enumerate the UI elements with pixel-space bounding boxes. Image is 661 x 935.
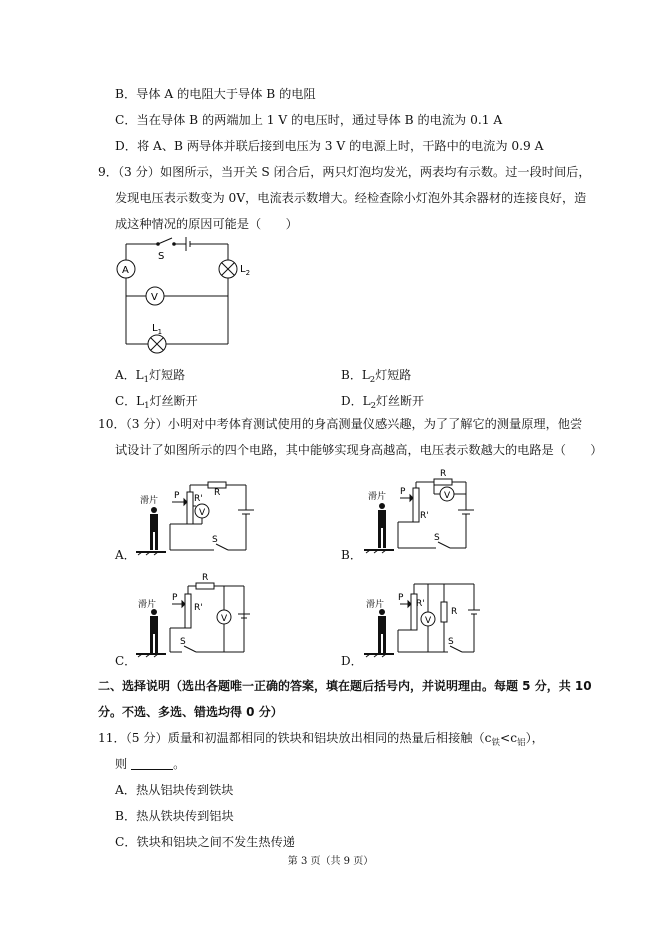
q8-option-c: C．当在导体 B 的两端加上 1 V 的电压时，通过导体 B 的电流为 0.1 A — [115, 113, 503, 127]
svg-text:P: P — [400, 487, 406, 497]
svg-text:S: S — [434, 533, 440, 543]
q10-circuit-d — [362, 570, 492, 660]
q9-l2-label: $L_2$ — [240, 264, 251, 277]
q9-option-c: C．$L_1$灯丝断开 — [115, 394, 198, 411]
svg-text:S: S — [212, 535, 218, 545]
q9-circuit-figure — [108, 234, 268, 364]
svg-text:P: P — [172, 593, 178, 603]
q11-option-b: B．热从铁块传到铝块 — [115, 809, 234, 823]
q10-option-c-label: C． — [115, 654, 137, 668]
q8-option-b: B．导体 A 的电阻大于导体 B 的电阻 — [115, 87, 316, 101]
q10-circuit-c — [134, 570, 264, 660]
svg-text:S: S — [180, 637, 186, 647]
q10-stem-line2: 试设计了如图所示的四个电路，其中能够实现身高越高，电压表示数越大的电路是（ ） — [115, 443, 603, 457]
section2-heading-line2: 分。不选、多选、错选均得 0 分） — [98, 705, 283, 719]
svg-text:R: R — [440, 469, 447, 479]
svg-text:滑片: 滑片 — [366, 600, 385, 610]
q11-answer-blank — [131, 757, 173, 770]
q9-stem-line3: 成这种情况的原因可能是（ ） — [115, 217, 298, 231]
q9-ammeter-label: A — [122, 265, 129, 276]
q9-option-d: D．$L_2$灯丝断开 — [341, 394, 425, 411]
svg-text:V: V — [444, 491, 451, 501]
q8-option-d: D．将 A、B 两导体并联后接到电压为 3 V 的电源上时，干路中的电流为 0.9 A — [115, 139, 544, 153]
svg-text:R': R' — [194, 494, 203, 504]
q9-stem-line1: 9．（3 分）如图所示，当开关 S 闭合后，两只灯泡均发光，两表均有示数。过一段时间后， — [98, 165, 591, 179]
q9-switch-label: S — [158, 251, 165, 262]
q9-l1-label: $L_1$ — [152, 323, 163, 336]
q11-stem-line1: 11．（5 分）质量和初温都相同的铁块和铝块放出相同的热量后相接触$(c_铁<c_铝)$， — [98, 731, 544, 748]
svg-text:P: P — [174, 491, 180, 501]
svg-text:R: R — [451, 607, 458, 617]
q9-option-b: B．$L_2$灯短路 — [341, 368, 412, 385]
svg-text:V: V — [199, 508, 206, 518]
svg-text:滑片: 滑片 — [140, 496, 159, 506]
svg-text:R': R' — [420, 511, 429, 521]
q11-stem-line2: 则 。 — [115, 757, 186, 771]
svg-text:R: R — [214, 488, 221, 498]
q10-option-a-label: A． — [115, 548, 136, 562]
q10-circuit-a — [134, 470, 264, 560]
svg-text:R': R' — [194, 603, 203, 613]
svg-text:R: R — [202, 573, 209, 583]
svg-text:R': R' — [416, 599, 425, 609]
svg-text:滑片: 滑片 — [368, 492, 387, 502]
svg-text:P: P — [398, 593, 404, 603]
q10-option-b-label: B． — [341, 548, 362, 562]
q10-option-d-label: D． — [341, 654, 363, 668]
svg-text:V: V — [425, 616, 432, 626]
section2-heading-line1: 二、选择说明（选出各题唯一正确的答案，填在题后括号内，并说明理由。每题 5 分，共 10 — [98, 679, 592, 693]
q9-voltmeter-label: V — [151, 292, 158, 303]
svg-text:S: S — [448, 637, 454, 647]
q9-stem-line2: 发现电压表示数变为 0V，电流表示数增大。经检查除小灯泡外其余器材的连接良好，造 — [115, 191, 587, 205]
q11-option-a: A．热从铝块传到铁块 — [115, 783, 234, 797]
svg-text:V: V — [221, 614, 228, 624]
svg-text:滑片: 滑片 — [138, 600, 157, 610]
q10-circuit-b — [362, 466, 492, 558]
page-footer: 第 3 页（共 9 页） — [287, 856, 374, 867]
q10-stem-line1: 10．（3 分）小明对中考体育测试使用的身高测量仪感兴趣，为了了解它的测量原理，他尝 — [98, 417, 583, 431]
q11-option-c: C．铁块和铝块之间不发生热传递 — [115, 835, 295, 849]
q9-option-a: A．$L_1$灯短路 — [115, 368, 186, 385]
